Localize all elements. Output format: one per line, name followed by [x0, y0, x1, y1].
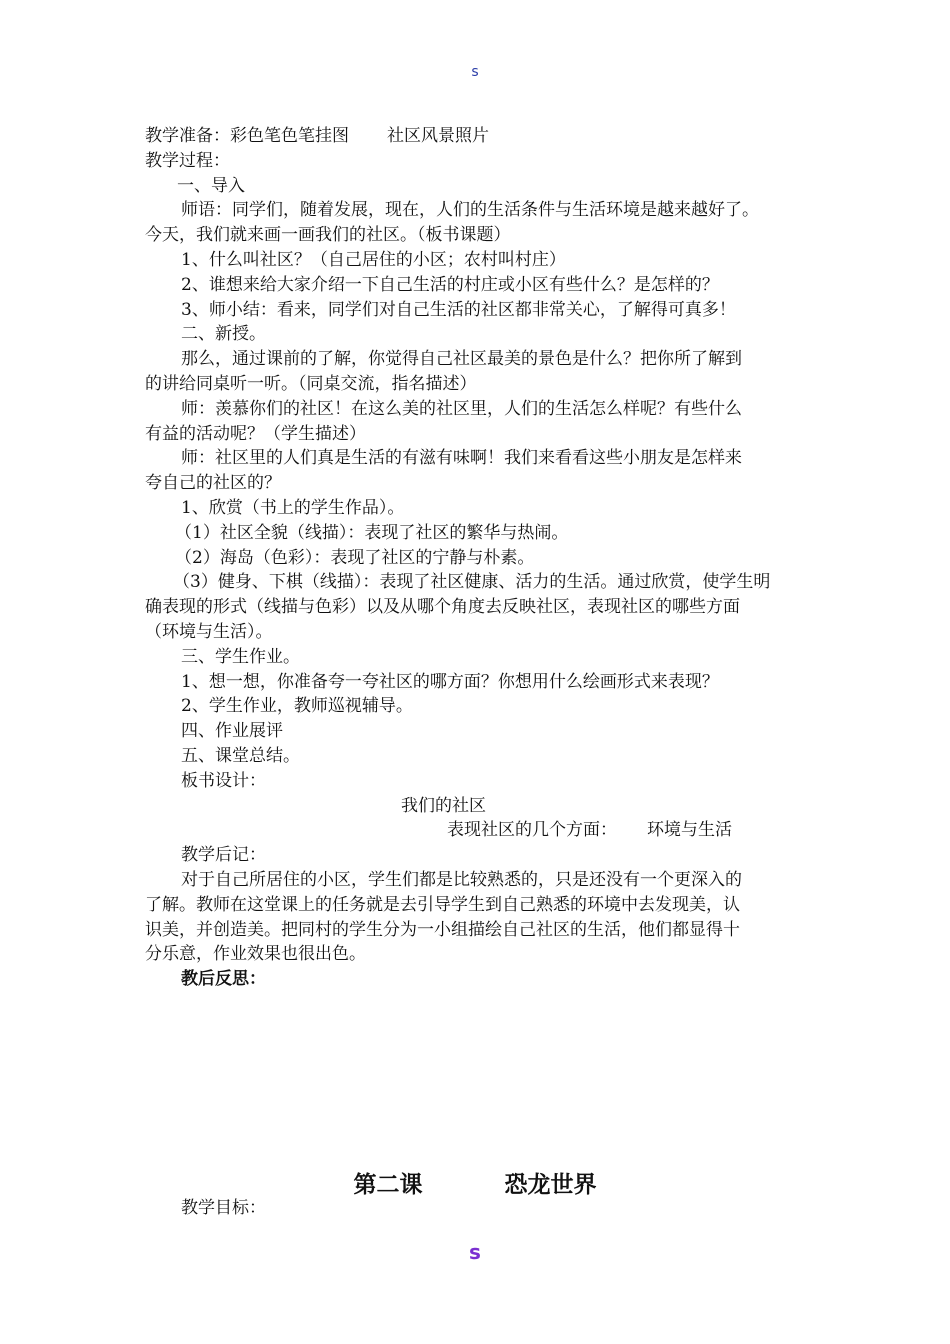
- section-review: 四、作业展评: [181, 721, 283, 742]
- prep-line: [145, 124, 810, 149]
- section-new: 二、新授。: [181, 324, 266, 345]
- appreciation-item: （2）海岛（色彩）：表现了社区的宁静与朴素。: [175, 547, 535, 568]
- question-line: 3、师小结：看来，同学们对自己生活的社区都非常关心，了解得可真多！: [181, 299, 736, 320]
- para-line: 师：羡慕你们的社区！在这么美的社区里，人们的生活怎么样呢？有些什么: [181, 398, 742, 419]
- objective-label: 教学目标：: [181, 1198, 266, 1218]
- reflection-line: 识美，并创造美。把同村的学生分为一小组描绘自己社区的生活，他们都显得十: [145, 919, 740, 940]
- lesson-number: 第二课: [353, 1172, 423, 1198]
- para-line: 确表现的形式（线描与色彩）以及从哪个角度去反映社区，表现社区的哪些方面: [145, 597, 740, 618]
- homework-line: 2、学生作业，教师巡视辅导。: [181, 696, 413, 717]
- para-line: （环境与生活）。: [145, 621, 273, 642]
- para-line: 师：社区里的人们真是生活的有滋有味啊！我们来看看这些小朋友是怎样来: [181, 448, 742, 469]
- board-aspects: 表现社区的几个方面：: [447, 820, 617, 841]
- board-label: 板书设计：: [181, 770, 266, 791]
- reflection-line: 分乐意，作业效果也很出色。: [145, 944, 366, 965]
- lesson-title: 恐龙世界: [504, 1172, 597, 1198]
- lesson-two-heading: [0, 1166, 950, 1199]
- para-line: 今天，我们就来画一画我们的社区。（板书课题）: [145, 225, 511, 246]
- after-class-label: 教学后记：: [181, 845, 266, 866]
- reflection-line: 了解。教师在这堂课上的任务就是去引导学生到自己熟悉的环境中去发现美，认: [145, 894, 740, 915]
- section-homework: 三、学生作业。: [181, 646, 300, 667]
- question-line: 1、什么叫社区？（自己居住的小区；农村叫村庄）: [181, 249, 566, 270]
- section-summary: 五、课堂总结。: [181, 745, 300, 766]
- page-footer-mark: s: [469, 1240, 481, 1264]
- appreciation-item: （1）社区全貌（线描）：表现了社区的繁华与热闹。: [175, 522, 569, 543]
- para-line: 师语：同学们，随着发展，现在，人们的生活条件与生活环境是越来越好了。: [181, 200, 759, 221]
- para-line: 那么，通过课前的了解，你觉得自己社区最美的景色是什么？把你所了解到: [181, 349, 742, 370]
- appreciation-item: （3）健身、下棋（线描）：表现了社区健康、活力的生活。通过欣赏，使学生明: [173, 572, 771, 593]
- post-teaching-reflection: 教后反思：: [181, 969, 266, 990]
- reflection-line: 对于自己所居住的小区，学生们都是比较熟悉的，只是还没有一个更深入的: [181, 869, 742, 890]
- section-intro: 一、导入: [177, 175, 245, 196]
- homework-line: 1、想一想，你准备夸一夸社区的哪方面？你想用什么绘画形式来表现？: [181, 671, 719, 692]
- board-value: 环境与生活: [647, 820, 732, 841]
- para-line: 有益的活动呢？（学生描述）: [145, 423, 366, 444]
- para-line: 的讲给同桌听一听。（同桌交流，指名描述）: [145, 373, 477, 394]
- board-aspects-line: [145, 818, 810, 843]
- process-label: 教学过程：: [145, 150, 230, 171]
- question-line: 2、谁想来给大家介绍一下自己生活的村庄或小区有些什么？是怎样的？: [181, 274, 719, 295]
- appreciation-line: 1、欣赏（书上的学生作品）。: [181, 497, 405, 518]
- lesson-body: [145, 124, 810, 992]
- prep-item: 社区风景照片: [387, 126, 489, 146]
- page-header-mark: s: [471, 64, 479, 80]
- board-title: 我们的社区: [401, 795, 486, 816]
- prep-label: 教学准备：彩色笔色笔挂图: [145, 126, 349, 146]
- para-line: 夸自己的社区的？: [145, 473, 281, 494]
